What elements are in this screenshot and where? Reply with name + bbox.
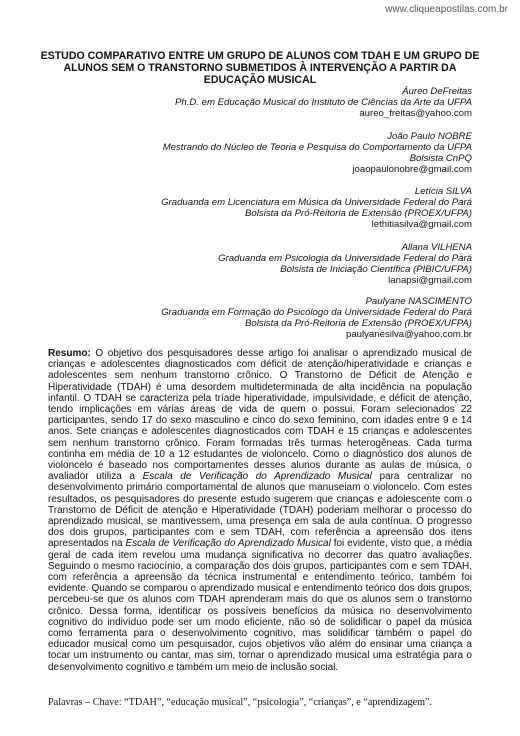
author-name: Paulyane NASCIMENTO [365, 296, 472, 307]
author-affiliation: Mestrando do Núcleo de Teoria e Pesquisa do Comportamento da UFPA [162, 142, 472, 153]
author-block [161, 296, 472, 340]
abstract-text: para centralizar no desenvolvimento primário comportamental de alunos que manuseiam o violoncelo. Com estes resultados, os pesquisadores do presente estudo sugerem que crianças e adolescente com o Transtorno de Déficit de atenção e Hiperatividade (TDAH) poderiam melhorar o processo do aprendizado musical, se mantivessem, uma presença em sala de aula contínua. O progresso dos dois grupos, participantes com e sem TDAH, com referência a apreensão dos itens apresentados na [48, 471, 472, 550]
scale-name: Escala de Verificação do Aprendizado Musical [142, 471, 372, 483]
author-name: João Paulo NOBRE [387, 131, 472, 142]
author-affiliation: Graduanda em Formação do Psicólogo da Universidade Federal do Pará [161, 307, 472, 318]
keywords: Palavras – Chave: “TDAH”, “educação musical”, “psicologia”, “crianças”, e “aprendizagem”. [48, 697, 433, 708]
abstract [48, 348, 472, 673]
author-email: lethitiasilva@gmail.com [371, 219, 472, 230]
author-affiliation: Ph.D. em Educação Musical do Instituto de Ciências da Arte da UFPA [174, 97, 472, 108]
author-affiliation: Bolsista de Iniciação Científica (PIBIC/UFPA) [280, 264, 472, 275]
author-block [175, 86, 472, 119]
scale-name: Escala de Verificação do Aprendizado Musical [125, 538, 331, 550]
author-name: Letícia SILVA [414, 186, 472, 197]
author-block [163, 131, 472, 175]
author-affiliation: Graduanda em Psicologia da Universidade Federal do Pará [218, 253, 472, 264]
author-affiliation: Bolsista CnPQ [409, 153, 472, 164]
author-email: paulyanesilva@yahoo.com.br [346, 329, 472, 340]
abstract-text: foi evidente, visto que, a média geral de cada item revelou uma mudança significativa no decorrer das quatro avaliações. Seguindo o mesmo raciocínio, a comparação dos dois grupos, participantes com e sem TDAH, com referência a apreensão da técnica instrumental e entendimento teórico, também foi evidente. Quando se comparou o aprendizado musical e entendimento teórico dos dois grupos, percebeu-se que os alunos com TDAH aprenderam mais do que os alunos sem o transtorno crônico. Dessa forma, identificar os possíveis benefícios da música no desenvolvimento cognitivo do indivíduo pode ser um modo eficiente, não só de solidificar o papel da música como ferramenta para o desenvolvimento cognitivo, mas solidificar também o papel do educador musical como um pesquisador, cujos objetivos vão além do ensinar uma criança a tocar um instrumento ou cantar, mas sim, tornar o aprendizado musical uma estratégia para o desenvolvimento cognitivo e também um meio de inclusão social. [48, 538, 473, 673]
abstract-text: O objetivo dos pesquisadores desse artigo foi analisar o aprendizado musical de crianças e adolescentes diagnosticados com déficit de atenção/hiperatividade e crianças e adolescentes sem nenhum transtorno crônico. O Transtorno de Déficit de Atenção e Hiperatividade (TDAH) é uma desordem multideterminada de alta incidência na população infantil. O TDAH se caracteriza pela tríade hiperatividade, impulsividade, e déficit de atenção, tendo implicações em várias áreas de vida de quem o possui. Foram selecionados 22 participantes, sendo 17 do sexo masculino e cinco do sexo feminino, com idades entre 9 e 14 anos. Sete crianças e adolescentes diagnosticados com TDAH e 15 crianças e adolescentes sem nenhum transtorno crônico. Foram formadas três turmas heterogêneas. Cada turma continha em média de 10 a 12 estudantes de violoncelo. Como o diagnóstico dos alunos de violoncelo é baseado nos comportamentes desses alunos durante as aulas de música, o avaliador utiliza a [48, 348, 472, 483]
author-name: Allana VILHENA [401, 242, 472, 253]
abstract-label: Resumo: [48, 348, 91, 359]
author-affiliation: Graduanda em Licenciatura em Música da Universidade Federal do Pará [161, 197, 472, 208]
author-email: joaopaulonobre@gmail.com [352, 164, 472, 175]
site-watermark: www.cliqueapostilas.com.br [385, 4, 508, 15]
author-block [161, 186, 472, 230]
author-block [218, 242, 472, 286]
author-email: lanapsi@gmail.com [388, 275, 472, 286]
author-affiliation: Bolsista da Pró-Reitoria de Extensão (PROEX/UFPA) [245, 208, 472, 219]
author-affiliation: Bolsista da Pró-Reitoria de Extensão (PROEX/UFPA) [245, 318, 472, 329]
author-name: Áureo DeFreitas [402, 86, 472, 97]
paper-title: ESTUDO COMPARATIVO ENTRE UM GRUPO DE ALUNOS COM TDAH E UM GRUPO DE ALUNOS SEM O TRANSTORNO SUBMETIDOS À INTERVENÇÃO A PARTIR DA EDUCAÇÃO MUSICAL [40, 50, 480, 86]
author-email: aureo_freitas@yahoo.com [359, 108, 472, 119]
